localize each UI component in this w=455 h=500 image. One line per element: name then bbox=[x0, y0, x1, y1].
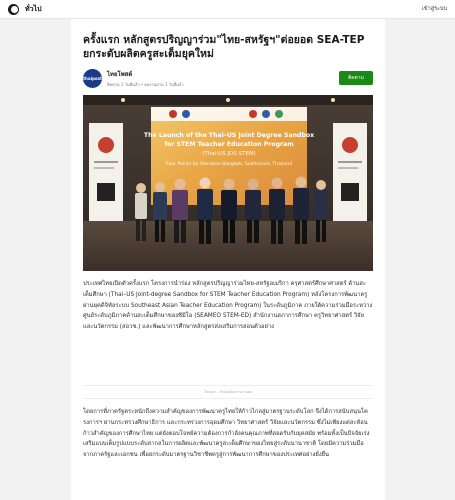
article-card bbox=[71, 19, 385, 500]
author-meta bbox=[107, 69, 184, 88]
login-link[interactable]: เข้าสู่ระบบ bbox=[422, 6, 447, 12]
article-photo bbox=[83, 95, 373, 271]
follow-button[interactable]: ติดตาม bbox=[339, 71, 373, 85]
site-logo-icon[interactable] bbox=[8, 4, 19, 15]
banner-line-3: (Thai-US JDS STEM) bbox=[202, 151, 256, 157]
event-photo-illustration bbox=[83, 95, 373, 271]
people-group bbox=[135, 177, 328, 245]
article-paragraph-1: ประเทศไทยเปิดตัวครั้งแรก โครงการนำร่อง หลักสูตรปริญญาร่วมไทย-สหรัฐอเมริกา ครุศาสตร์ศึกษาศาสตร์ ด้านสะเต็มศึกษา (Thai–US Joint-degree Sandbox for STEM Teacher Education Program) หลังโครงการพัฒนาครูผ่านยุคดิจิทัลระบบ Southeast Asian Teacher Education Program) ในระดับภูมิภาค ภายใต้ความร่วมมือระหว่างศูนย์ระดับภูมิภาคด้านสะเต็มศึกษาของซีมีโอ (SEAMEO STEM-ED) สำนักงานสภาการศึกษา ครูวิทยาศาสตร์ วิจัย และนวัตกรรม (สอวช.) และพัฒนาการศึกษาหลักสูตรส่งเสริมการสอนตัวอย่าง bbox=[83, 281, 373, 331]
banner-line-2: for STEM Teacher Education Program bbox=[164, 141, 294, 148]
author-avatar[interactable] bbox=[83, 69, 102, 88]
article-title: ครั้งแรก หลักสูตรปริญญาร่วม"ไทย-สหรัฐฯ"ต่อยอด SEA-TEP ยกระดับผลิตครูสะเต็มยุคใหม่ bbox=[83, 34, 365, 60]
site-brand[interactable]: ทั่วไป bbox=[25, 4, 42, 13]
author-post-meta: ติดตาม 1 วันที่แล้ว • ผลงานอ่าน 1 วันที่แล้ว bbox=[107, 81, 184, 87]
author-row bbox=[83, 68, 373, 88]
author-name[interactable]: ไทยโพสต์ bbox=[107, 70, 133, 78]
banner-line-1: The Launch of the Thai–US Joint Degree Sandbox bbox=[143, 132, 315, 139]
top-navigation-bar bbox=[0, 0, 455, 19]
ad-placeholder[interactable]: โฆษณา - ถ้าคุณต้องการอ่านต่อ bbox=[83, 385, 373, 399]
banner-line-4: Four Points by Sheraton Bangkok, Sukhumvit, Thailand bbox=[165, 162, 293, 167]
article-paragraph-2: โดยการที่ภาครัฐตระหนักถึงความสำคัญของการพัฒนาครูไทยให้ก้าวไกลสู่มาตรฐานระดับโลก จึงได้การสนับสนุนโครงการฯ ผ่านกระทรวงศึกษาธิการ และกระทรวงการอุดมศึกษา วิทยาศาสตร์ วิจัยและนวัตกรรม ซึ่งไม่เพียงแต่สะท้อนก้าวสำคัญของการศึกษาไทย แต่ยังตอบโจทย์ความต้องการกำลังคนคุณภาพที่สอดรับกับยุคสมัย พร้อมทั้งเป็นปัจจัยเร่งเสริมแบบเต็มรูปแบบระดับสากลในการผลิตและพัฒนาครูสะเต็มศึกษาของไทยสู่ระดับนานาชาติ โดยมีความร่วมมือจากภาครัฐและเอกชน เพื่อยกระดับมาตรฐานวิชาชีพครูสู่การพัฒนาการศึกษาของประเทศอย่างยั่งยืน bbox=[83, 409, 370, 459]
avatar-logo-text: thaipost bbox=[83, 75, 102, 81]
